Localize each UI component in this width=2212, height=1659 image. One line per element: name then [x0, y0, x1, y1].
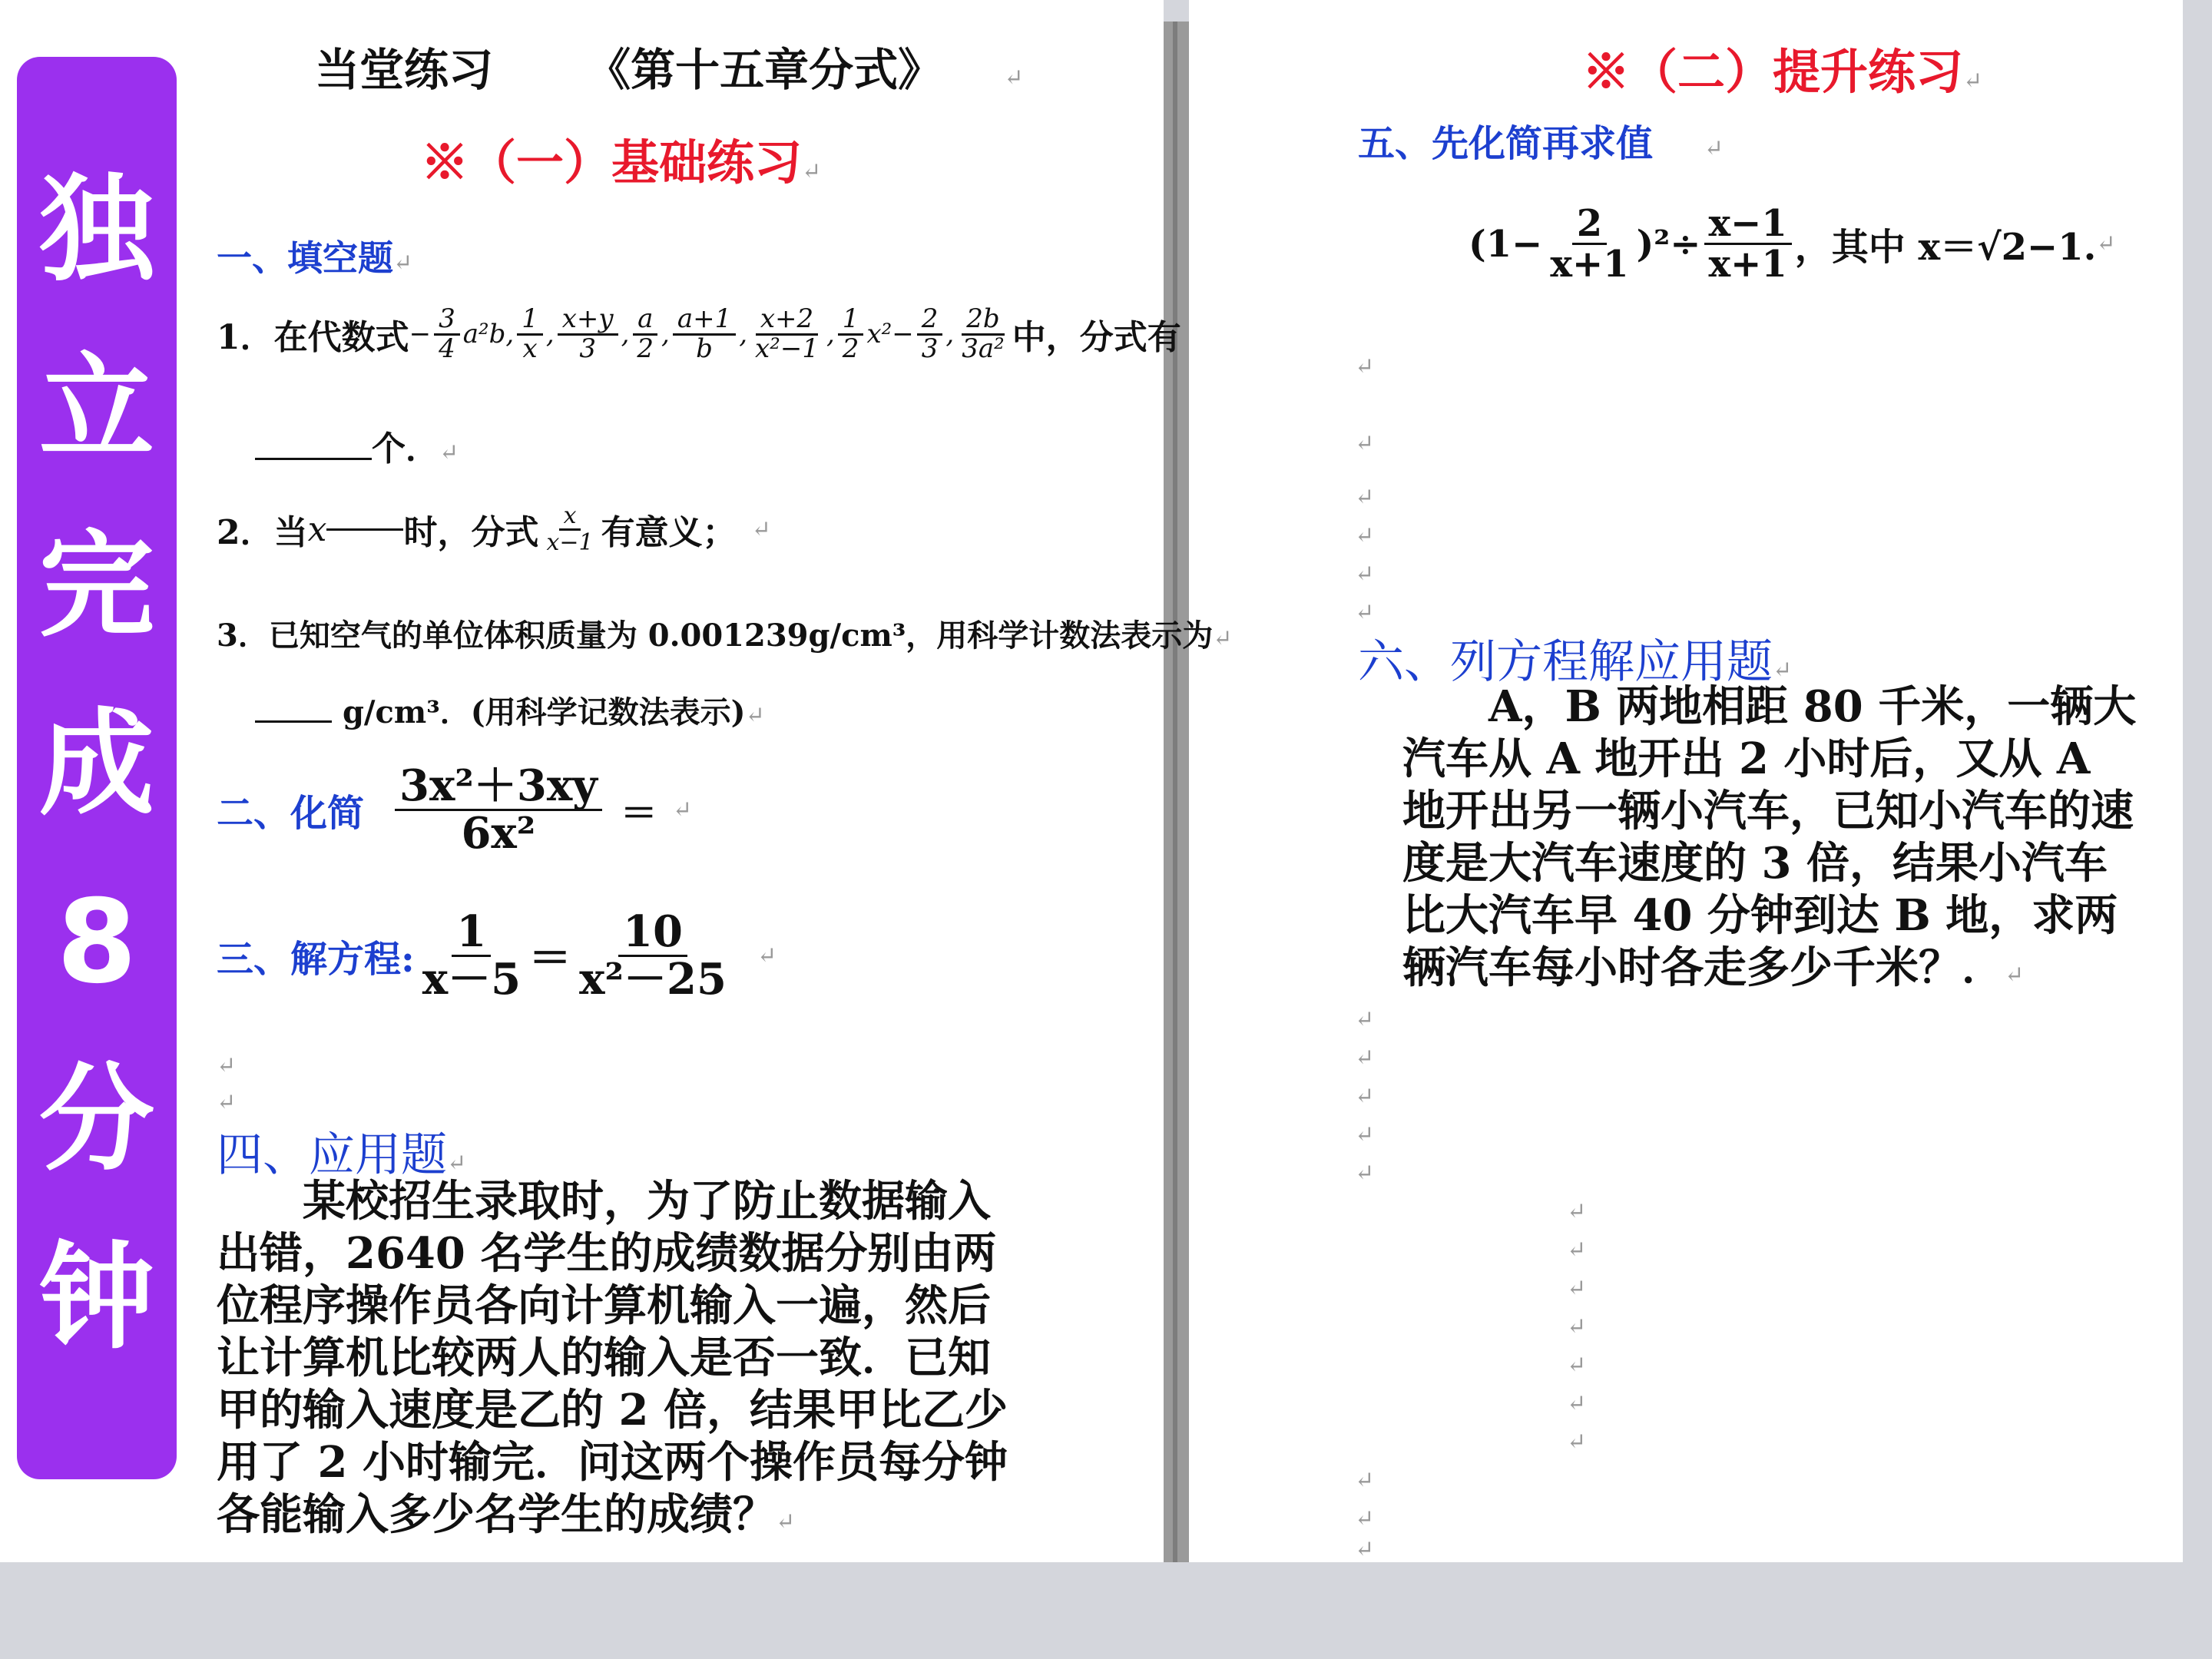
side-label-char: 分 [38, 1053, 154, 1187]
q1-frac-numerator: 1 [838, 306, 864, 336]
eval-f1-denominator: x+1 [1550, 243, 1629, 286]
heading-evaluate [1358, 114, 1724, 167]
heading-fill-blank [217, 230, 412, 281]
equation-problem [217, 906, 777, 1005]
application-problem-text [217, 1175, 1008, 1548]
side-label-char: 独 [38, 163, 154, 297]
eq-right-denominator: x²－25 [579, 953, 727, 1005]
equation-equals: ＝ [528, 933, 572, 985]
answer-blank[interactable] [255, 458, 372, 460]
paragraph-mark: ↵ [1355, 1536, 1375, 1563]
paragraph-mark: ↵ [447, 1150, 467, 1177]
answer-blank[interactable] [255, 720, 332, 723]
equation-left-fraction [418, 906, 525, 1005]
q3-line1: 3．已知空气的单位体积质量为 0.001239g/cm³，用科学计数法表示为 [217, 618, 1214, 654]
paragraph-mark: ↵ [1567, 1275, 1587, 1302]
question-3-answer-line [255, 688, 765, 732]
heading-equation: 三、解方程: [217, 937, 415, 981]
q1-separator: , [945, 319, 955, 350]
paragraph-mark: ↵ [1963, 68, 1983, 94]
paragraph-mark: ↵ [1355, 430, 1375, 457]
section-basic-text: ※（一）基础练习 [421, 134, 803, 190]
answer-blank[interactable] [326, 528, 403, 531]
heading-word-problem-text: 六、列方程解应用题 [1358, 635, 1773, 689]
q2-prefix: 2．当 [217, 513, 308, 552]
q2-variable: x [307, 509, 327, 549]
paragraph-mark: ↵ [1567, 1429, 1587, 1455]
paragraph-mark: ↵ [2005, 962, 2025, 988]
q1-frac-denominator: 3 [921, 333, 939, 364]
q1-separator: , [739, 319, 748, 350]
paragraph-mark: ↵ [439, 439, 459, 466]
q1-frac-numerator: a [633, 306, 657, 336]
q2-mid: 时，分式 [403, 513, 539, 552]
question-2 [217, 504, 771, 555]
paragraph-mark: ↵ [1355, 599, 1375, 626]
q1-frac-denominator: 2 [842, 333, 859, 364]
paragraph-mark: ↵ [1704, 135, 1724, 162]
paragraph-mark: ↵ [393, 250, 413, 276]
q1-separator: x²− [866, 319, 914, 350]
simplify-denominator: 6x² [461, 807, 536, 859]
q1-frac-numerator: 2 [917, 306, 943, 336]
q1-fraction [838, 303, 864, 364]
eval-f1-numerator: 2 [1572, 204, 1607, 245]
simplify-equals: ＝ [620, 791, 657, 835]
q1-frac-denominator: 2 [637, 333, 654, 364]
heading-simplify: 二、化简 [217, 791, 365, 835]
heading-application-text: 四、应用题 [217, 1128, 447, 1182]
paragraph-mark: ↵ [1355, 1083, 1375, 1110]
paragraph-mark: ↵ [672, 796, 692, 823]
q1-fraction [917, 303, 943, 364]
question-3 [217, 611, 1232, 655]
q1-separator: , [621, 319, 630, 350]
paragraph-mark: ↵ [776, 1508, 796, 1535]
q1-frac-numerator: x+2 [756, 306, 818, 336]
paragraph-mark: ↵ [1773, 657, 1793, 684]
paragraph-mark: ↵ [757, 942, 777, 969]
q1-frac-numerator: 2b [962, 306, 1004, 336]
eval-fraction-1 [1545, 204, 1633, 284]
paragraph-mark: ↵ [1355, 353, 1375, 380]
paragraph-mark: ↵ [1355, 1045, 1375, 1071]
heading-fill-text: 一、填空题 [217, 237, 393, 279]
section-basic-heading [421, 124, 821, 193]
paragraph-mark: ↵ [1355, 561, 1375, 588]
q2-suffix: 有意义； [601, 513, 737, 552]
evaluate-expression [1469, 204, 2116, 284]
eval-tail: ，其中 x＝√2−1. [1794, 226, 2097, 270]
paragraph-mark: ↵ [1355, 522, 1375, 549]
paragraph-mark: ↵ [1567, 1390, 1587, 1417]
paragraph-mark: ↵ [802, 158, 822, 185]
q1-fraction [517, 303, 543, 364]
simplify-fraction [395, 760, 602, 859]
paragraph-mark: ↵ [1355, 484, 1375, 511]
q1-fraction [750, 303, 823, 364]
paragraph-mark: ↵ [217, 1052, 237, 1079]
q1-frac-numerator: x+y [558, 306, 618, 336]
word-problem-content: A，B 两地相距 80 千米，一辆大汽车从 A 地开出 2 小时后，又从 A 地开出另一辆小汽车，已知小汽车的速度是大汽车速度的 3 倍，结果小汽车比大汽车早 40 分钟到达 B 地，求两辆汽车每小时各走多少千米？． [1402, 681, 2137, 993]
q2-fraction [541, 504, 598, 555]
q1-prefix: 1．在代数式 [217, 318, 409, 358]
q1-line2: 个． [372, 429, 439, 469]
paragraph-mark: ↵ [1355, 1505, 1375, 1532]
q1-frac-denominator: 4 [439, 333, 455, 364]
q1-fraction [957, 303, 1009, 364]
application-text: 某校招生录取时，为了防止数据输入出错，2640 名学生的成绩数据分别由两位程序操作员各向计算机输入一遍，然后让计算机比较两人的输入是否一致．已知甲的输入速度是乙的 2 倍，结果甲比乙少用了 2 小时输完．问这两个操作员每分钟各能输入多少名学生的成绩？ [217, 1176, 1008, 1540]
side-label-char: 完 [38, 519, 154, 654]
q1-sign: − [409, 319, 432, 350]
paragraph-mark: ↵ [1567, 1198, 1587, 1225]
q1-fraction [434, 303, 460, 364]
paragraph-mark: ↵ [1355, 1467, 1375, 1494]
eq-left-numerator: 1 [452, 909, 491, 957]
q1-suffix: 中，分式有 [1012, 318, 1181, 358]
simplify-problem [217, 760, 692, 859]
q1-separator: a²b, [462, 319, 515, 350]
side-label-char: 立 [38, 341, 154, 475]
eq-right-numerator: 10 [618, 909, 687, 957]
header-text: 当堂练习 《第十五章分式》 [315, 44, 943, 96]
equation-right-fraction [575, 906, 731, 1005]
q1-frac-denominator: x [522, 333, 538, 364]
word-problem-text [1402, 680, 2140, 1002]
eval-f2-denominator: x+1 [1708, 243, 1787, 286]
q1-fraction [673, 303, 736, 364]
simplify-numerator: 3x²＋3xy [395, 763, 602, 811]
q3-line2: g/cm³．(用科学记数法表示) [342, 694, 746, 730]
side-label-char: 成 [38, 697, 154, 831]
q1-fraction [632, 303, 658, 364]
paragraph-mark: ↵ [1567, 1313, 1587, 1340]
section-advanced-heading [1582, 34, 1982, 102]
paragraph-mark: ↵ [1355, 1121, 1375, 1148]
q1-frac-denominator: x²−1 [755, 333, 819, 364]
paragraph-mark: ↵ [745, 702, 765, 729]
section-advanced-text: ※（二）提升练习 [1582, 44, 1964, 100]
paragraph-mark: ↵ [2096, 230, 2116, 258]
q2-frac-denominator: x−1 [546, 528, 594, 556]
q1-frac-numerator: a+1 [673, 306, 736, 336]
paragraph-mark: ↵ [1355, 1006, 1375, 1033]
eval-fraction-2 [1704, 204, 1792, 284]
q1-frac-denominator: b [696, 333, 713, 364]
q1-separator: , [661, 319, 670, 350]
eq-left-denominator: x－5 [422, 953, 522, 1005]
paragraph-mark: ↵ [1213, 625, 1233, 652]
page-header [315, 34, 1024, 98]
side-label-banner [17, 57, 177, 1479]
question-1 [217, 303, 1181, 364]
q1-frac-numerator: 3 [434, 306, 460, 336]
paragraph-mark: ↵ [1004, 65, 1024, 91]
q1-separator: , [826, 319, 835, 350]
q1-frac-denominator: 3 [579, 333, 596, 364]
side-label-char: 8 [56, 875, 137, 1009]
eval-open: (1− [1469, 222, 1543, 266]
side-label-char: 钟 [38, 1231, 154, 1366]
paragraph-mark: ↵ [751, 515, 771, 543]
paragraph-mark: ↵ [1355, 1160, 1375, 1187]
paragraph-mark: ↵ [1567, 1352, 1587, 1379]
q1-fraction [558, 303, 618, 364]
question-1-answer-line [255, 421, 459, 470]
paragraph-mark: ↵ [1567, 1237, 1587, 1263]
q1-expression-list [409, 303, 1012, 364]
q1-separator: , [545, 319, 555, 350]
paragraph-mark: ↵ [217, 1089, 237, 1116]
q1-frac-denominator: 3a² [962, 333, 1005, 364]
eval-mid: )²÷ [1636, 222, 1701, 266]
heading-evaluate-text: 五、先化简再求值 [1358, 122, 1654, 165]
q2-frac-numerator: x [559, 504, 581, 531]
eval-f2-numerator: x−1 [1704, 204, 1792, 245]
page-gutter-shadow [1173, 22, 1177, 1562]
q1-frac-numerator: 1 [517, 306, 543, 336]
